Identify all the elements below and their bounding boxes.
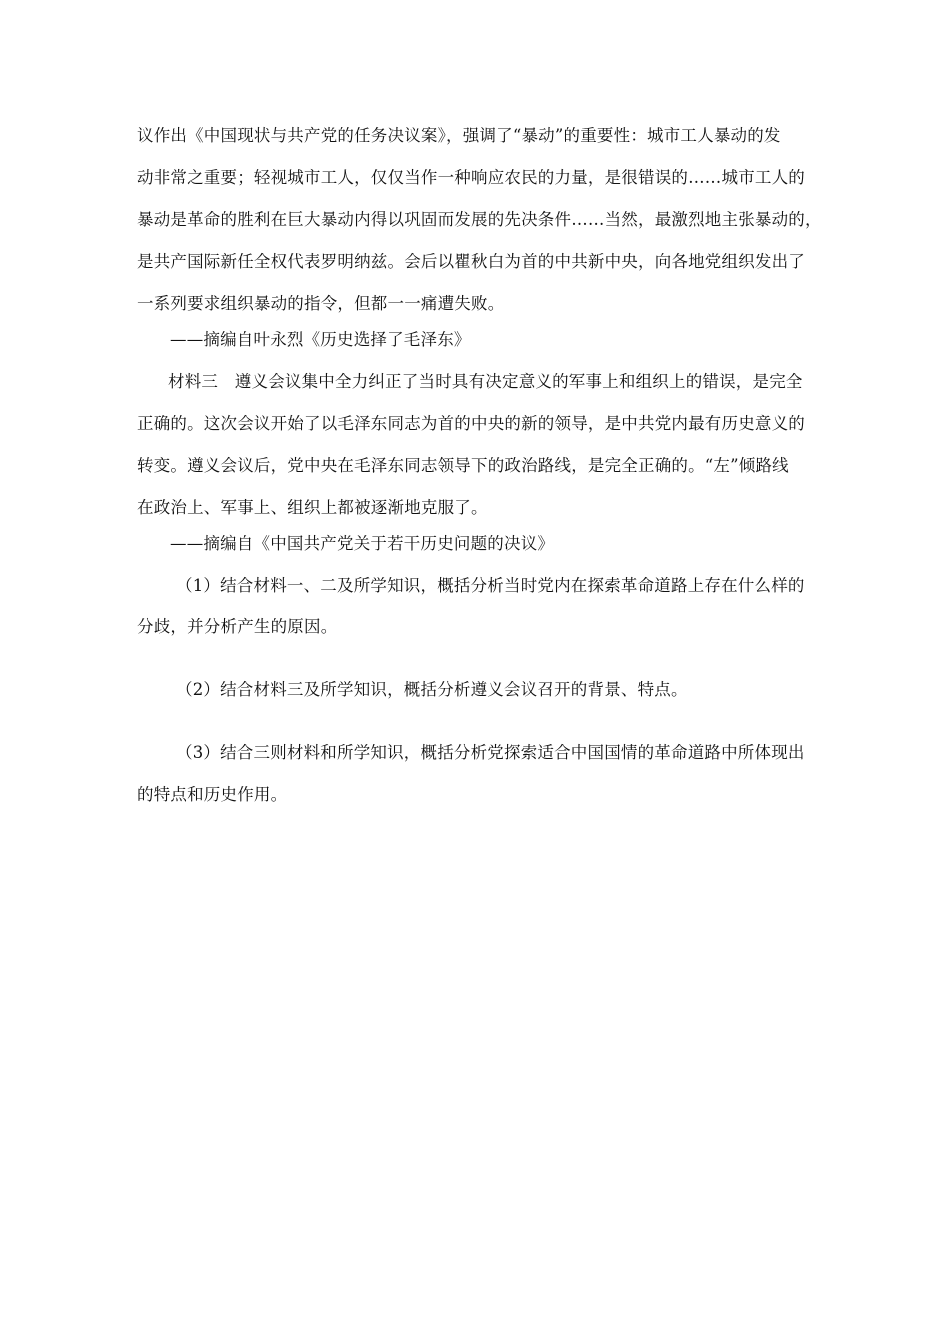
material3-line-3: 转变。遵义会议后，党中央在毛泽东同志领导下的政治路线，是完全正确的。“左”倾路线 — [137, 456, 789, 475]
question-2-line-1: （2）结合材料三及所学知识，概括分析遵义会议召开的背景、特点。 — [176, 680, 688, 699]
question-1-line-1: （1）结合材料一、二及所学知识，概括分析当时党内在探索革命道路上存在什么样的 — [176, 576, 805, 595]
material2-line-5: 一系列要求组织暴动的指令，但都一一痛遭失败。 — [137, 294, 505, 313]
material2-line-4: 是共产国际新任全权代表罗明纳兹。会后以瞿秋白为首的中共新中央，向各地党组织发出了 — [137, 252, 805, 271]
material2-line-2: 动非常之重要；轻视城市工人，仅仅当作一种响应农民的力量，是很错误的……城市工人的 — [137, 168, 805, 187]
material3-line-4: 在政治上、军事上、组织上都被逐渐地克服了。 — [137, 498, 488, 517]
material2-source: ——摘编自叶永烈《历史选择了毛泽东》 — [170, 330, 471, 349]
material2-line-3: 暴动是革命的胜利在巨大暴动内得以巩固而发展的先决条件……当然，最激烈地主张暴动的， — [137, 210, 822, 229]
material2-line-1: 议作出《中国现状与共产党的任务决议案》，强调了“暴动”的重要性：城市工人暴动的发 — [137, 126, 781, 145]
question-1-line-2: 分歧，并分析产生的原因。 — [137, 617, 338, 636]
material3-line-2: 正确的。这次会议开始了以毛泽东同志为首的中央的新的领导，是中共党内最有历史意义的 — [137, 414, 805, 433]
question-3-line-1: （3）结合三则材料和所学知识，概括分析党探索适合中国国情的革命道路中所体现出 — [176, 743, 805, 762]
material3-line-1: 材料三 遵义会议集中全力纠正了当时具有决定意义的军事上和组织上的错误，是完全 — [168, 372, 803, 391]
material3-source: ——摘编自《中国共产党关于若干历史问题的决议》 — [170, 534, 555, 553]
question-3-line-2: 的特点和历史作用。 — [137, 785, 288, 804]
